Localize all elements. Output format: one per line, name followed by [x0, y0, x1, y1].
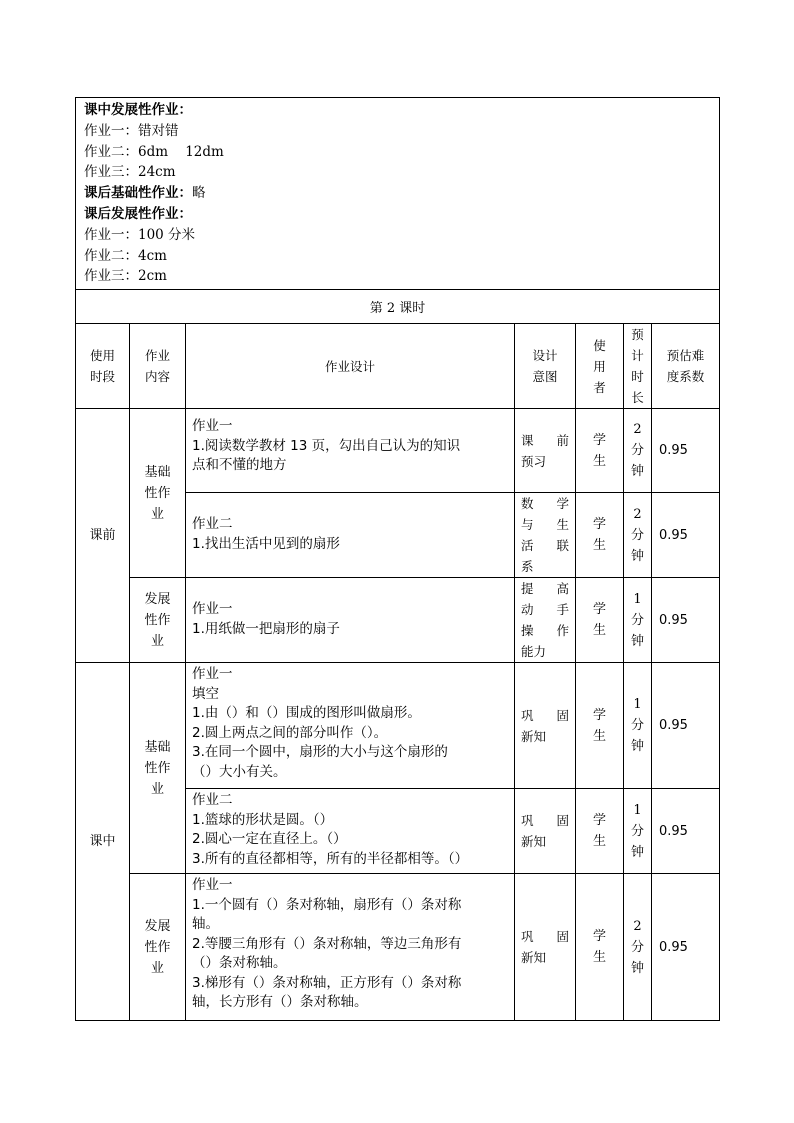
header-user: 使 用 者 — [576, 324, 624, 409]
answer-line: 作业三：2cm — [84, 268, 167, 285]
time-cell: 2 分 钟 — [624, 874, 652, 1021]
period-during: 课中 — [76, 663, 130, 1021]
header-intent: 设计 意图 — [515, 324, 576, 409]
intent-cell: 课 前 预习 — [515, 409, 576, 493]
difficulty-cell: 0.95 — [652, 874, 720, 1021]
answers-cell — [76, 98, 720, 290]
answer-line: 课后发展性作业： — [84, 205, 192, 222]
difficulty-cell: 0.95 — [652, 663, 720, 789]
homework-table — [75, 97, 720, 1021]
design-cell: 作业一 填空 1.由（）和（）围成的图形叫做扇形。 2.圆上两点之间的部分叫作（）。 3.在同一个圆中，扇形的大小与这个扇形的 （）大小有关。 — [186, 663, 515, 789]
answer-line: 作业二：4cm — [84, 247, 167, 264]
intent-cell: 提 高 动 手 操 作 能力 — [515, 578, 576, 663]
user-cell: 学 生 — [576, 663, 624, 789]
time-cell: 1 分 钟 — [624, 578, 652, 663]
document-page — [75, 97, 719, 1021]
user-cell: 学 生 — [576, 874, 624, 1021]
answer-line: 课后基础性作业：略 — [84, 185, 206, 202]
design-cell: 作业一 1.一个圆有（）条对称轴，扇形有（）条对称 轴。 2.等腰三角形有（）条对称轴，等边三角形有 （）条对称轴。 3.梯形有（）条对称轴，正方形有（）条对称 轴，长方形有（）条对称轴。 — [186, 874, 515, 1021]
difficulty-cell: 0.95 — [652, 578, 720, 663]
header-time: 预 计 时 长 — [624, 324, 652, 409]
user-cell: 学 生 — [576, 789, 624, 874]
user-cell: 学 生 — [576, 409, 624, 493]
intent-cell: 数 学 与 生 活 联 系 — [515, 493, 576, 578]
intent-cell: 巩 固 新知 — [515, 789, 576, 874]
user-cell: 学 生 — [576, 578, 624, 663]
answer-line: 作业一：100 分米 — [84, 226, 196, 243]
header-difficulty: 预估难 度系数 — [652, 324, 720, 409]
content-basic: 基础 性作 业 — [130, 663, 186, 874]
answer-line: 作业三：24cm — [84, 164, 176, 181]
design-cell: 作业一 1.阅读数学教材 13 页，勾出自己认为的知识 点和不懂的地方 — [186, 409, 515, 493]
time-cell: 2 分 钟 — [624, 493, 652, 578]
header-period: 使用 时段 — [76, 324, 130, 409]
design-cell: 作业二 1.篮球的形状是圆。（） 2.圆心一定在直径上。（） 3.所有的直径都相等，所有的半径都相等。（） — [186, 789, 515, 874]
time-cell: 1 分 钟 — [624, 663, 652, 789]
content-develop: 发展 性作 业 — [130, 874, 186, 1021]
header-design: 作业设计 — [186, 324, 515, 409]
answer-line: 课中发展性作业： — [84, 102, 192, 118]
intent-cell: 巩 固 新知 — [515, 663, 576, 789]
content-develop: 发展 性作 业 — [130, 578, 186, 663]
design-cell: 作业二 1.找出生活中见到的扇形 — [186, 493, 515, 578]
time-cell: 2 分 钟 — [624, 409, 652, 493]
difficulty-cell: 0.95 — [652, 493, 720, 578]
user-cell: 学 生 — [576, 493, 624, 578]
lesson-title: 第 2 课时 — [76, 290, 720, 324]
period-before: 课前 — [76, 409, 130, 663]
answer-line: 作业一：错对错 — [84, 122, 179, 139]
difficulty-cell: 0.95 — [652, 789, 720, 874]
header-content: 作业 内容 — [130, 324, 186, 409]
answer-line: 作业二：6dm 12dm — [84, 143, 224, 160]
design-cell: 作业一 1.用纸做一把扇形的扇子 — [186, 578, 515, 663]
intent-cell: 巩 固 新知 — [515, 874, 576, 1021]
content-basic: 基础 性作 业 — [130, 409, 186, 578]
time-cell: 1 分 钟 — [624, 789, 652, 874]
difficulty-cell: 0.95 — [652, 409, 720, 493]
